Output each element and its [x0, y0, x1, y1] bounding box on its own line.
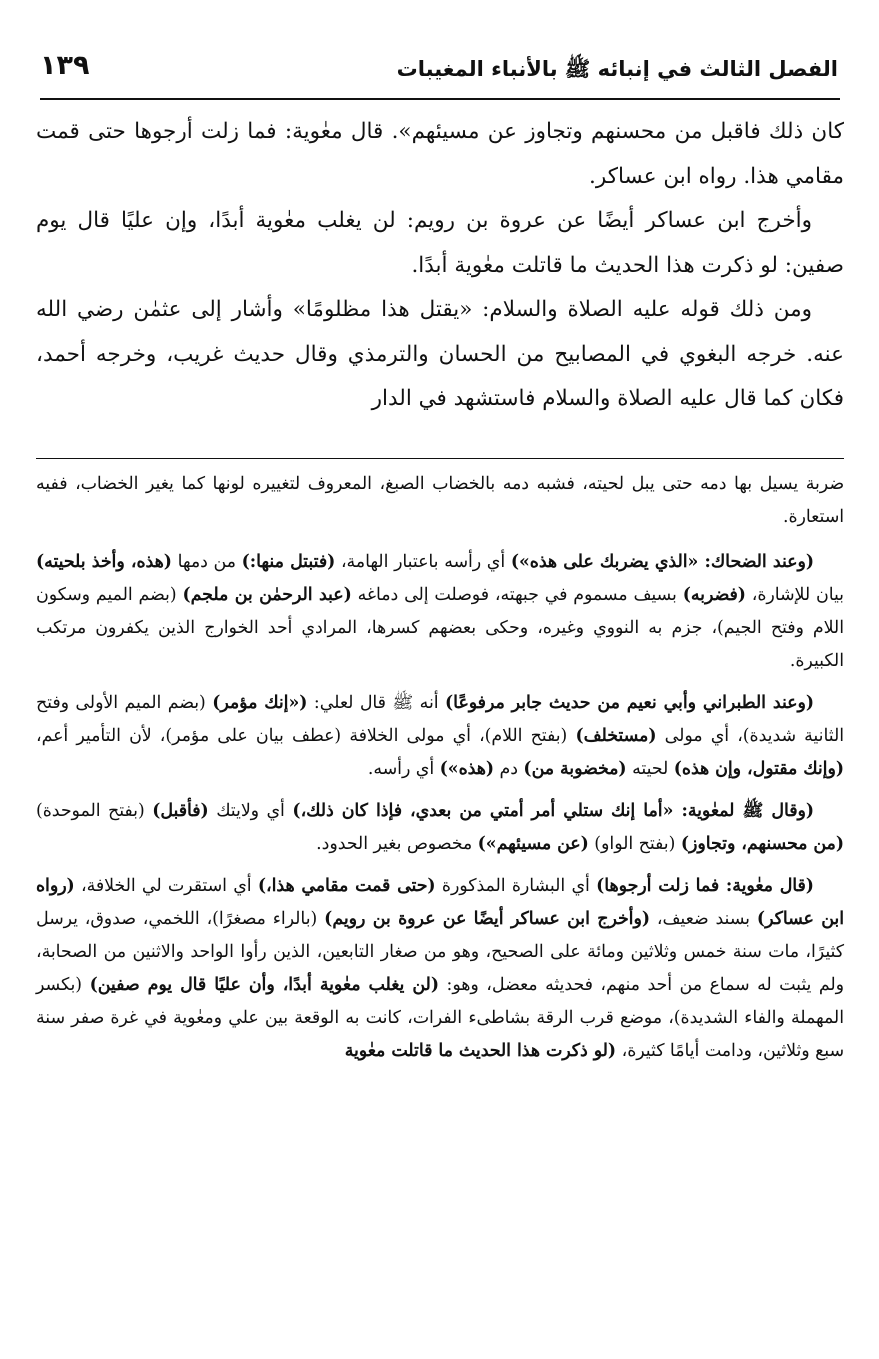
emphasized-quote: (رواه ابن عساكر): [36, 876, 845, 929]
commentary-text: لحيته: [626, 759, 674, 779]
commentary-text: (بفتح اللام)، أي مولى الخلافة (عطف بيان على مؤمر)، لأن التأمير أعم،: [36, 726, 576, 746]
commentary-text: دم: [494, 759, 524, 779]
commentary-text: (بضم الميم وسكون اللام وفتح الجيم)، جزم به النووي وغيره، وحكى بعضهم كسرها، المرادي أحد الخوارج الذين يكفرون مرتكب الكبيرة.: [36, 585, 844, 671]
emphasized-quote: (مخضوبة من): [523, 759, 627, 779]
commentary-text: من دمها: [171, 552, 242, 572]
emphasized-quote: («إنك مؤمر): [212, 693, 308, 713]
page-number: ١٣٩: [40, 50, 90, 81]
commentary-text: أي البشارة المذكورة: [435, 876, 597, 896]
emphasized-quote: (من محسنهم، وتجاوز): [680, 834, 844, 854]
commentary-text: بسند ضعيف،: [650, 909, 757, 929]
commentary-text: بيان للإشارة،: [745, 585, 844, 605]
commentary-paragraph: ضربة يسيل بها دمه حتى يبل لحيته، فشبه دمه بالخضاب الصبغ، المعروف لتغييره لونها كما يغير الخضاب، ففيه استعارة.: [36, 474, 844, 527]
emphasized-quote: (وعند الطبراني وأبي نعيم من حديث جابر مرفوعًا): [445, 693, 814, 713]
running-title: الفصل الثالث في إنبائه ﷺ بالأنباء المغيبات: [396, 57, 838, 81]
emphasized-quote: (فأقبل): [152, 801, 209, 821]
commentary-text: بسيف مسموم في جبهته، فوصلت إلى دماغه: [351, 585, 683, 605]
main-text: [36, 110, 844, 422]
commentary: [36, 468, 844, 1077]
main-paragraph: كان ذلك فاقبل من محسنهم وتجاوز عن مسيئهم». قال معٰوية: فما زلت أرجوها حتى قمت مقامي هذا. رواه ابن عساكر.: [36, 119, 844, 189]
emphasized-quote: (عن مسيئهم»): [477, 834, 589, 854]
commentary-text: مخصوص بغير الحدود.: [316, 834, 478, 854]
commentary-paragraph: [36, 795, 844, 861]
commentary-text: (بالراء مصغرًا)، اللخمي، صدوق، يرسل كثيرًا، مات سنة خمس وثلاثين ومائة على الصحيح، وهو من صغار التابعين، الذين رأوا الواحد والاثنين من الصحابة، ولم يثبت له سماع من أحد منهم، فحديثه معضل، وهو:: [36, 909, 845, 995]
commentary-text: (بضم الميم الأولى وفتح الثانية شديدة)، أي مولى: [36, 693, 845, 746]
emphasized-quote: (فضربه): [682, 585, 746, 605]
commentary-text: (بفتح الواو): [588, 834, 681, 854]
main-paragraph: ومن ذلك قوله عليه الصلاة والسلام: «يقتل هذا مظلومًا» وأشار إلى عثمٰن رضي الله عنه. خرجه البغوي في المصابيح من الحسان والترمذي وقال حديث غريب، وخرجه أحمد، فكان كما قال عليه الصلاة والسلام فاستشهد في الدار: [36, 297, 844, 411]
emphasized-quote: (هذه»): [439, 759, 495, 779]
commentary-text: (بكسر المهملة والفاء الشديدة)، موضع قرب الرقة بشاطىء الفرات، كانت به الوقعة بين علي ومعٰوية في غرة صفر سنة سبع وثلاثين، ودامت أيامًا كثيرة،: [36, 975, 844, 1061]
footnote-separator: [36, 458, 844, 459]
emphasized-quote: (لو ذكرت هذا الحديث ما قاتلت معٰوية: [344, 1041, 617, 1061]
emphasized-quote: (مستخلف): [575, 726, 657, 746]
emphasized-quote: (لن يغلب معٰوية أبدًا، وأن عليًا قال يوم صفين): [89, 975, 440, 995]
emphasized-quote: (وقال ﷺ لمعٰوية: «أما إنك ستلي أمر أمتي من بعدي، فإذا كان ذلك،): [292, 801, 814, 821]
emphasized-quote: (عبد الرحمٰن بن ملجم): [182, 585, 352, 605]
emphasized-quote: (حتى قمت مقامي هذا،): [257, 876, 436, 896]
emphasized-quote: (وإنك مقتول، وإن هذه): [673, 759, 844, 779]
emphasized-quote: (وعند الضحاك: «الذي يضربك على هذه»): [510, 552, 814, 572]
main-paragraph: وأخرج ابن عساكر أيضًا عن عروة بن رويم: لن يغلب معٰوية أبدًا، وإن عليًا قال يوم صفين: لو ذكرت هذا الحديث ما قاتلت معٰوية أبدًا.: [36, 208, 844, 278]
emphasized-quote: (قال معٰوية: فما زلت أرجوها): [596, 876, 814, 896]
emphasized-quote: (فتبتل منها:): [241, 552, 336, 572]
commentary-text: أنه ﷺ قال لعلي:: [307, 693, 445, 713]
commentary-text: أي ولايتك: [208, 801, 293, 821]
commentary-paragraph: [36, 870, 844, 1068]
emphasized-quote: (هذه، وأخذ بلحيته): [36, 552, 172, 572]
commentary-text: أي رأسه.: [367, 759, 440, 779]
commentary-paragraph: [36, 687, 844, 786]
page-header: [40, 50, 840, 100]
commentary-text: أي رأسه باعتبار الهامة،: [335, 552, 511, 572]
commentary-text: (بفتح الموحدة): [36, 801, 153, 821]
commentary-text: أي استقرت لي الخلافة،: [74, 876, 258, 896]
emphasized-quote: (وأخرج ابن عساكر أيضًا عن عروة بن رويم): [324, 909, 650, 929]
commentary-paragraph: [36, 546, 844, 678]
